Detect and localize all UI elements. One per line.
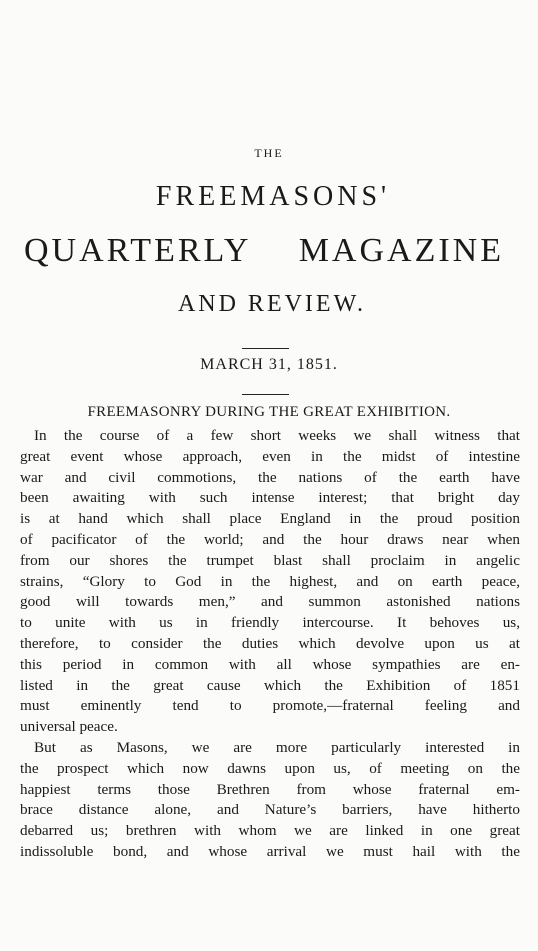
article-line: must eminently tend to promote,—fraternal feeling and <box>20 697 520 715</box>
article-line: In the course of a few short weeks we shall witness that <box>34 427 520 444</box>
article-line: strains, “Glory to God in the highest, and on earth peace, <box>20 572 520 590</box>
title-word-magazine: MAGAZINE <box>298 232 504 269</box>
issue-date: MARCH 31, 1851. <box>200 356 338 373</box>
rule-bottom <box>242 394 289 395</box>
the-label: THE <box>254 146 284 160</box>
title-freemasons: FREEMASONS' <box>155 181 391 212</box>
article-line: is at hand which shall place England in the proud position <box>20 510 520 528</box>
article-line: this period in common with all whose sympathies are en- <box>20 655 520 673</box>
article-line: happiest terms those Brethren from whose fraternal em- <box>20 780 520 798</box>
article-line: the prospect which now dawns upon us, of meeting on the <box>20 759 520 777</box>
title-word-quarterly: QUARTERLY <box>24 232 252 269</box>
article-line: universal peace. <box>20 718 118 736</box>
article-line: good will towards men,” and summon astonished nations <box>20 593 520 611</box>
article-body <box>20 426 520 863</box>
article-line: listed in the great cause which the Exhibition of 1851 <box>20 676 520 694</box>
article-line: therefore, to consider the duties which devolve upon us at <box>20 634 520 652</box>
article-line: from our shores the trumpet blast shall proclaim in angelic <box>20 551 520 569</box>
article-line: debarred us; brethren with whom we are linked in one great <box>20 822 520 840</box>
article-line: But as Masons, we are more particularly interested in <box>34 738 520 756</box>
article-line: to unite with us in friendly intercourse. It behoves us, <box>20 614 520 632</box>
article-line: great event whose approach, even in the midst of intestine <box>20 447 520 465</box>
article-heading: FREEMASONRY DURING THE GREAT EXHIBITION. <box>87 404 451 420</box>
article-line: indissoluble bond, and whose arrival we must hail with the <box>20 842 520 860</box>
title-quarterly-magazine <box>10 232 538 270</box>
article-line: of pacificator of the world; and the hour draws near when <box>20 530 520 548</box>
article-line: brace distance alone, and Nature’s barriers, have hitherto <box>20 801 520 819</box>
article-line: been awaiting with such intense interest; that bright day <box>20 489 520 507</box>
rule-top <box>242 348 289 349</box>
title-and-review: AND REVIEW. <box>177 291 367 317</box>
article-line: war and civil commotions, the nations of the earth have <box>20 468 520 486</box>
